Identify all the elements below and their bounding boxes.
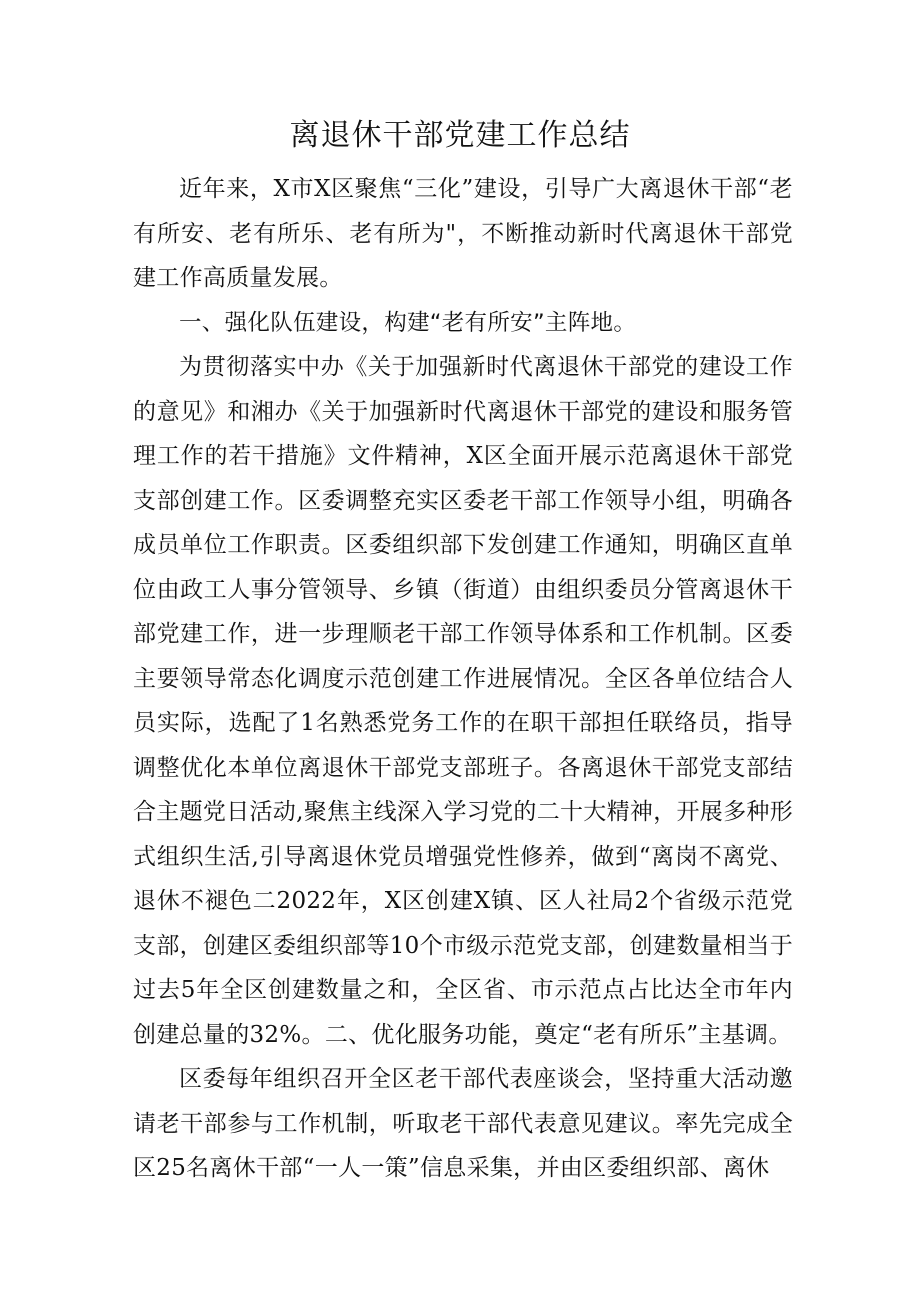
document-title: 离退休干部党建工作总结 [289,118,631,153]
intro-paragraph: 近年来，X市X区聚焦“三化”建设，引导广大离退休干部“老有所安、老有所乐、老有所为"，不断推动新时代离退休干部党建工作高质量发展。 [133,176,793,291]
section-heading-1: 一、强化队伍建设，构建“老有所安”主阵地。 [179,309,637,336]
section-1-paragraph: 为贯彻落实中办《关于加强新时代离退休干部党的建设工作的意见》和湘办《关于加强新时代离退休干部党的建设和服务管理工作的若干措施》文件精神，X区全面开展示范离退休干部党支部创建工作。区委调整充实区委老干部工作领导小组，明确各成员单位工作职责。区委组织部下发创建工作通知，明确区直单位由政工人事分管领导、乡镇（街道）由组织委员分管离退休干部党建工作，进一步理顺老干部工作领导体系和工作机制。区委主要领导常态化调度示范创建工作进展情况。全区各单位结合人员实际，选配了1名熟悉党务工作的在职干部担任联络员，指导调整优化本单位离退休干部党支部班子。各离退休干部党支部结合主题党日活动,聚焦主线深入学习党的二十大精神，开展多种形式组织生活,引导离退休党员增强党性修养，做到“离岗不离党、退休不褪色二2022年，X区创建X镇、区人社局2个省级示范党支部，创建区委组织部等10个市级示范党支部，创建数量相当于过去5年全区创建数量之和，全区省、市示范点占比达全市年内创建总量的32%。二、优化服务功能，奠定“老有所乐”主基调。 [133,354,794,1048]
document-body [133,167,793,1191]
section-2-paragraph: 区委每年组织召开全区老干部代表座谈会，坚持重大活动邀请老干部参与工作机制，听取老干部代表意见建议。率先完成全区25名离休干部“一人一策”信息采集，并由区委组织部、离休 [133,1066,793,1181]
